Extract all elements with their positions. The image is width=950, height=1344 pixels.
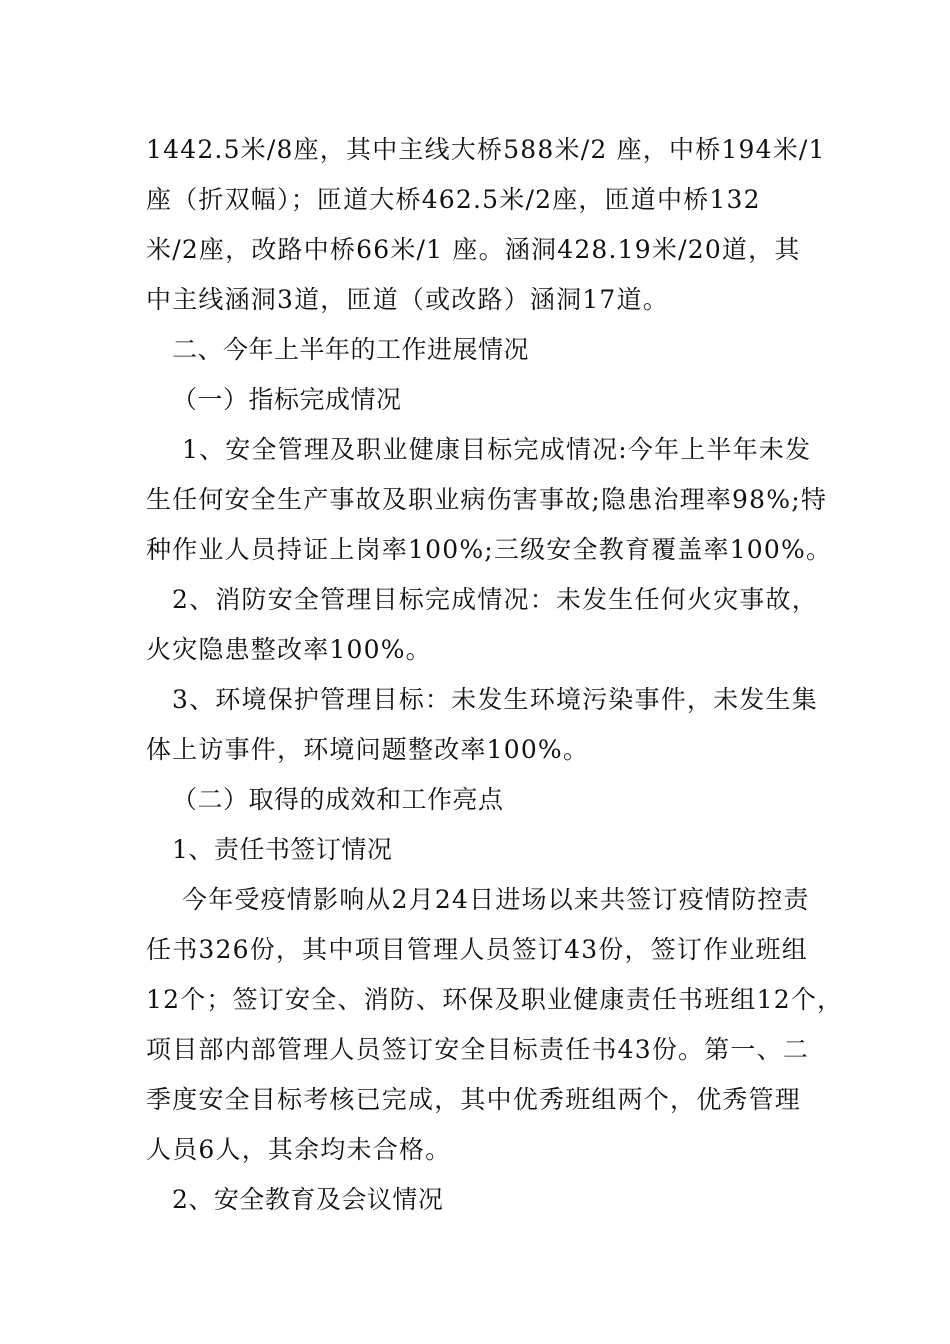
body-text-line: 中主线涵洞3道，匝道（或改路）涵洞17道。 xyxy=(146,285,669,314)
body-text-line: 2、消防安全管理目标完成情况：未发生任何火灾事故， xyxy=(172,585,818,614)
item-heading: 2、安全教育及会议情况 xyxy=(172,1185,444,1214)
body-text-line: 任书326份，其中项目管理人员签订43份，签订作业班组 xyxy=(146,935,808,964)
body-text-line: 火灾隐患整改率100%。 xyxy=(146,635,432,664)
section-heading: 二、今年上半年的工作进展情况 xyxy=(172,335,530,364)
body-text-line: 种作业人员持证上岗率100%;三级安全教育覆盖率100%。 xyxy=(146,535,833,564)
body-text-line: 项目部内部管理人员签订安全目标责任书43份。第一、二 xyxy=(146,1035,810,1064)
body-text-line: 米/2座，改路中桥66米/1 座。涵洞428.19米/20道，其 xyxy=(146,235,801,264)
body-text-line: 体上访事件，环境问题整改率100%。 xyxy=(146,735,590,764)
body-text-line: 季度安全目标考核已完成，其中优秀班组两个，优秀管理 xyxy=(146,1085,802,1114)
item-heading: 1、责任书签订情况 xyxy=(172,835,393,864)
body-text-line: 今年受疫情影响从2月24日进场以来共签订疫情防控责 xyxy=(182,885,810,914)
body-text-line: 1442.5米/8座，其中主线大桥588米/2 座，中桥194米/1 xyxy=(146,135,826,164)
body-text-line: 生任何安全生产事故及职业病伤害事故;隐患治理率98%;特 xyxy=(146,485,828,514)
subsection-heading: （一）指标完成情况 xyxy=(172,385,402,414)
body-text-line: 12个；签订安全、消防、环保及职业健康责任书班组12个， xyxy=(146,985,844,1014)
subsection-heading: （二）取得的成效和工作亮点 xyxy=(172,785,504,814)
body-text-line: 3、环境保护管理目标：未发生环境污染事件，未发生集 xyxy=(172,685,818,714)
body-text-line: 座（折双幅）；匝道大桥462.5米/2座，匝道中桥132 xyxy=(146,185,761,214)
body-text-line: 人员6人，其余均未合格。 xyxy=(146,1135,452,1164)
body-text-line: 1、安全管理及职业健康目标完成情况:今年上半年未发 xyxy=(182,435,812,464)
